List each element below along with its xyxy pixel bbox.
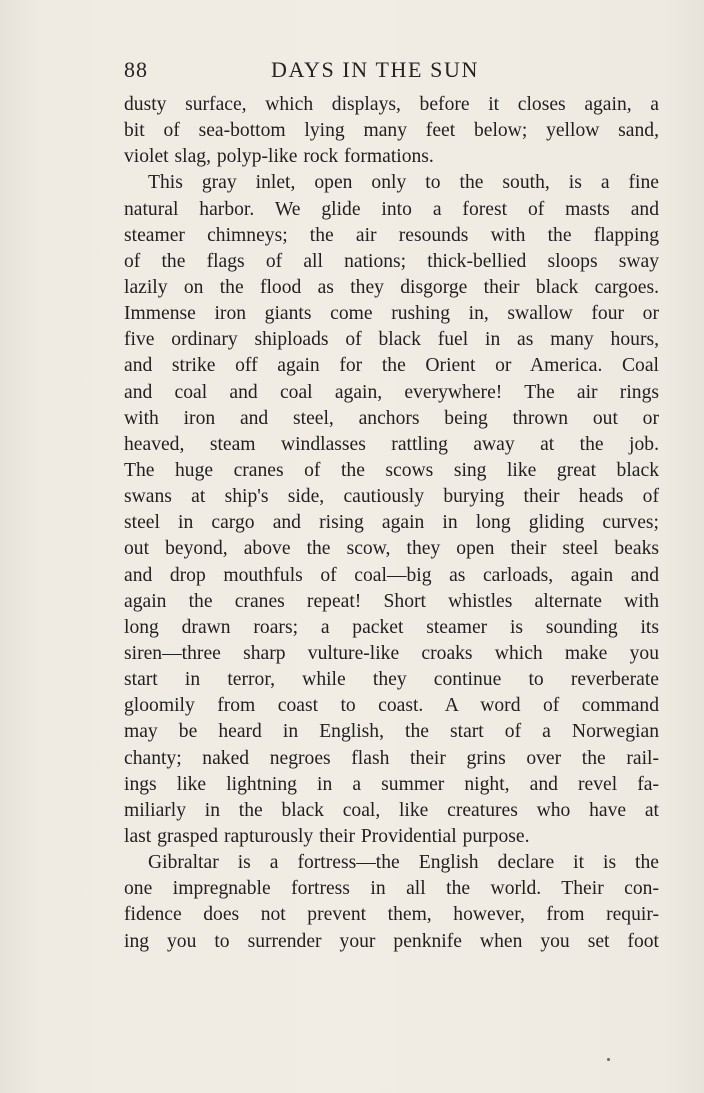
text-line: steel in cargo and rising again in long gliding curves; bbox=[124, 512, 659, 534]
body-text bbox=[124, 92, 659, 955]
paragraph-first-line: This gray inlet, open only to the south, is a fine bbox=[148, 172, 659, 194]
running-title: DAYS IN THE SUN bbox=[271, 57, 479, 82]
text-line: swans at ship's side, cautiously burying their heads of bbox=[124, 486, 659, 508]
text-line: natural harbor. We glide into a forest of masts and bbox=[124, 198, 659, 220]
text-line: ings like lightning in a summer night, and revel fa- bbox=[124, 773, 659, 795]
text-line: heaved, steam windlasses rattling away at the job. bbox=[124, 433, 659, 455]
text-line: again the cranes repeat! Short whistles alternate with bbox=[124, 590, 659, 612]
text-line: The huge cranes of the scows sing like great black bbox=[124, 459, 659, 481]
text-line: out beyond, above the scow, they open their steel beaks bbox=[124, 538, 659, 560]
running-head bbox=[124, 57, 659, 87]
text-line: miliarly in the black coal, like creatures who have at bbox=[124, 799, 659, 821]
text-line: gloomily from coast to coast. A word of command bbox=[124, 695, 659, 717]
text-line: last grasped rapturously their Providential purpose. bbox=[124, 825, 530, 847]
page-number: 88 bbox=[124, 57, 148, 82]
text-line: lazily on the flood as they disgorge their black cargoes. bbox=[124, 276, 659, 298]
paper-speck bbox=[607, 1058, 610, 1061]
text-line: of the flags of all nations; thick-bellied sloops sway bbox=[124, 250, 659, 272]
text-line: chanty; naked negroes flash their grins over the rail- bbox=[124, 747, 659, 769]
text-line: with iron and steel, anchors being thrown out or bbox=[124, 407, 659, 429]
text-line: bit of sea-bottom lying many feet below; yellow sand, bbox=[124, 120, 659, 142]
text-line: Immense iron giants come rushing in, swallow four or bbox=[124, 303, 659, 325]
text-line: may be heard in English, the start of a Norwegian bbox=[124, 721, 659, 743]
text-line: long drawn roars; a packet steamer is sounding its bbox=[124, 616, 659, 638]
text-line: and drop mouthfuls of coal—big as carloads, again and bbox=[124, 564, 659, 586]
text-line: steamer chimneys; the air resounds with the flapping bbox=[124, 224, 659, 246]
paragraph-first-line: Gibraltar is a fortress—the English declare it is the bbox=[148, 852, 659, 874]
text-line: five ordinary shiploads of black fuel in as many hours, bbox=[124, 329, 659, 351]
text-line: and strike off again for the Orient or America. Coal bbox=[124, 355, 659, 377]
text-line: dusty surface, which displays, before it closes again, a bbox=[124, 94, 659, 115]
text-line: and coal and coal again, everywhere! The air rings bbox=[124, 381, 659, 403]
text-line: start in terror, while they continue to reverberate bbox=[124, 669, 659, 691]
text-line: siren—three sharp vulture-like croaks which make you bbox=[124, 642, 659, 664]
text-line: fidence does not prevent them, however, from requir- bbox=[124, 904, 659, 926]
text-line: one impregnable fortress in all the world. Their con- bbox=[124, 878, 659, 900]
text-line: ing you to surrender your penknife when you set foot bbox=[124, 930, 659, 952]
text-line: violet slag, polyp-like rock formations. bbox=[124, 146, 434, 168]
